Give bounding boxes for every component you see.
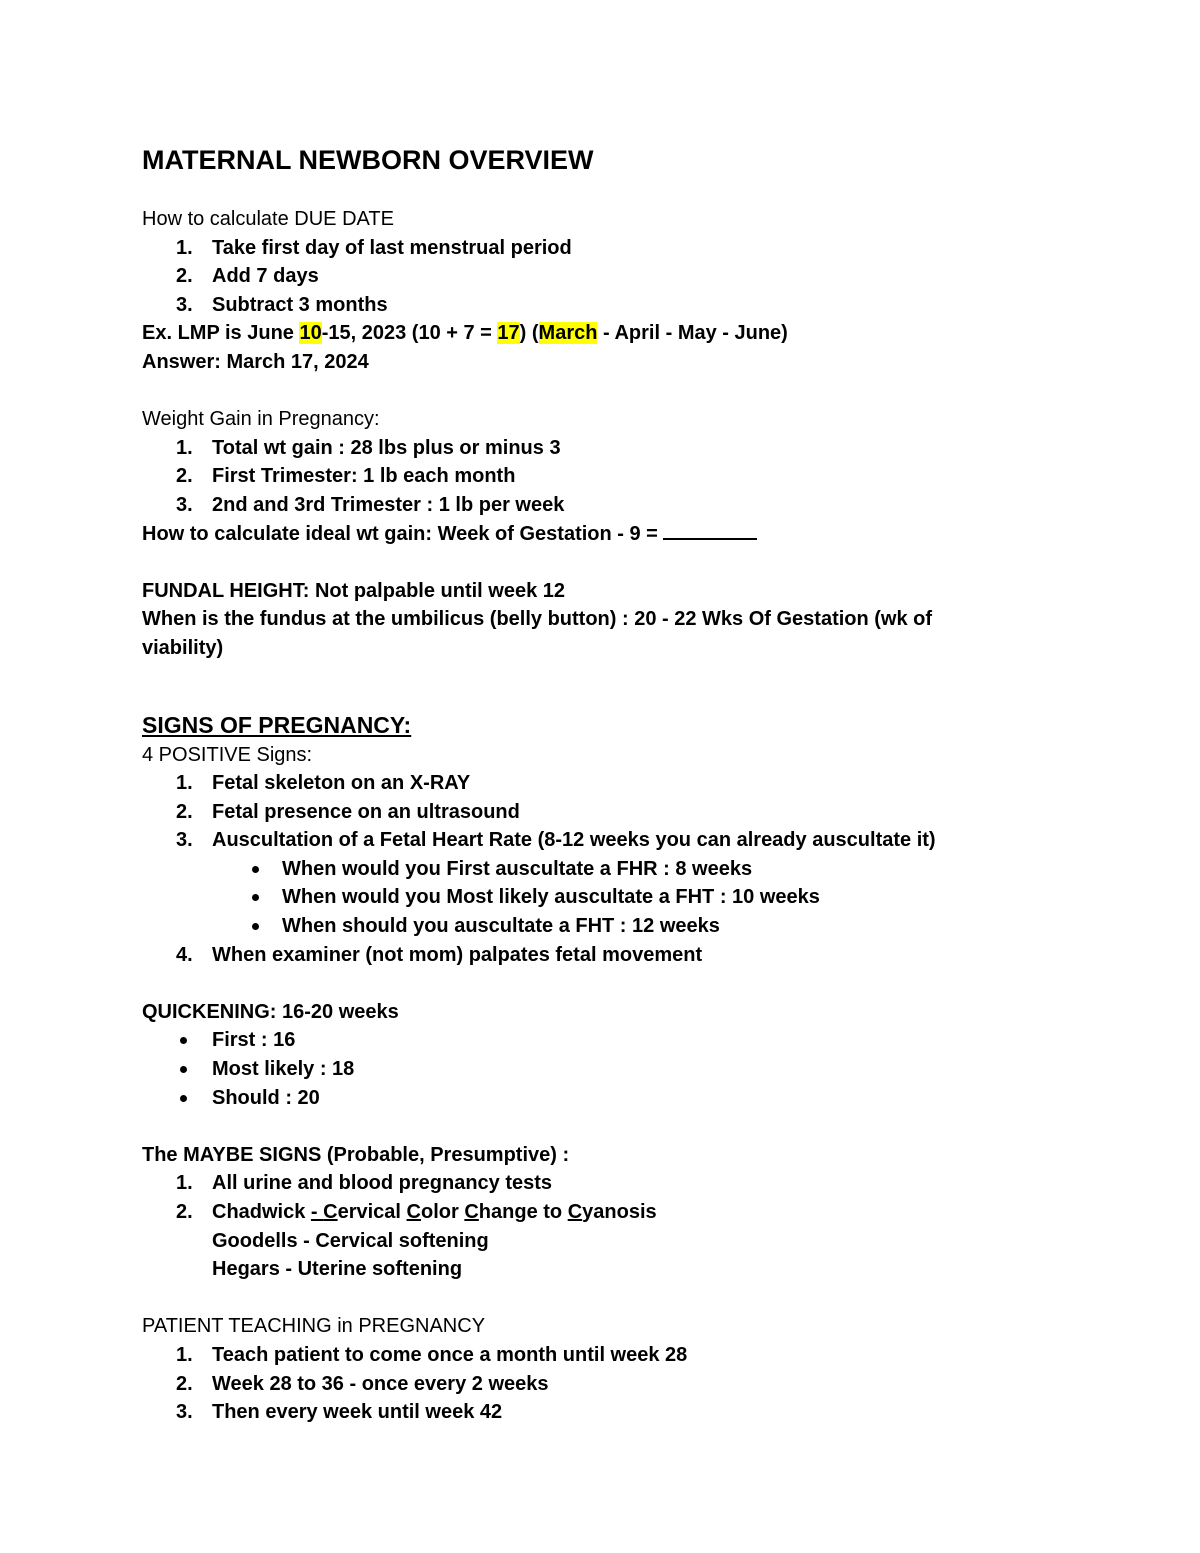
bullet-icon (180, 1037, 187, 1044)
list-item: 2. Chadwick - Cervical Color Change to Cyanosis (176, 1201, 657, 1223)
bullet-icon (252, 866, 259, 873)
list-item: 2. First Trimester: 1 lb each month (176, 465, 516, 488)
list-item: When should you auscultate a FHT : 12 weeks (142, 912, 1042, 941)
list-item: 3. Auscultation of a Fetal Heart Rate (8-12 weeks you can already auscultate it) (176, 829, 936, 852)
due-date-example: Ex. LMP is June 10-15, 2023 (10 + 7 = 17) (March - April - May - June) (142, 322, 788, 345)
quickening-heading: QUICKENING: 16-20 weeks (142, 1000, 399, 1023)
signs-heading: SIGNS OF PREGNANCY: (142, 711, 412, 738)
list-item: 1. Take first day of last menstrual period (176, 236, 572, 259)
quickening-list (142, 1026, 1042, 1112)
patient-teaching-heading: PATIENT TEACHING in PREGNANCY (142, 1315, 486, 1338)
due-date-heading: How to calculate DUE DATE (142, 208, 394, 230)
page-title: MATERNAL NEWBORN OVERVIEW (142, 145, 594, 175)
maybe-signs-heading: The MAYBE SIGNS (Probable, Presumptive) : (142, 1143, 570, 1166)
bullet-icon (252, 894, 259, 901)
list-item: When would you Most likely auscultate a FHT : 10 weeks (142, 883, 1042, 912)
positive-signs-heading: 4 POSITIVE Signs: (142, 743, 313, 766)
weight-gain-heading: Weight Gain in Pregnancy: (142, 408, 380, 431)
list-item: 3. Subtract 3 months (176, 293, 388, 316)
highlight: March (538, 322, 598, 345)
highlight: 10 (299, 322, 322, 345)
bullet-icon (252, 923, 259, 930)
due-date-steps (142, 234, 1042, 320)
positive-signs-list (142, 769, 1042, 969)
hegars-line: Hegars - Uterine softening (212, 1258, 463, 1281)
list-item: 1. All urine and blood pregnancy tests (176, 1172, 553, 1195)
maybe-signs-list (142, 1169, 1042, 1226)
patient-teaching-list (142, 1341, 1042, 1427)
list-item: When would you First auscultate a FHR : 8 weeks (142, 855, 1042, 884)
fundal-height-line: FUNDAL HEIGHT: Not palpable until week 12 (142, 579, 566, 602)
ideal-wt-gain-line: How to calculate ideal wt gain: Week of Gestation - 9 = (142, 520, 1042, 549)
list-item: First : 16 (142, 1026, 1042, 1055)
list-item: Most likely : 18 (142, 1055, 1042, 1084)
list-item: 2. Week 28 to 36 - once every 2 weeks (176, 1372, 549, 1395)
list-item: 3. Then every week until week 42 (176, 1401, 503, 1424)
fundus-umbilicus-line: When is the fundus at the umbilicus (belly button) : 20 - 22 Wks Of Gestation (wk of viability) (142, 608, 933, 659)
bullet-icon (180, 1066, 187, 1073)
list-item: 4. When examiner (not mom) palpates fetal movement (176, 943, 703, 966)
list-item: 1. Total wt gain : 28 lbs plus or minus 3 (176, 436, 561, 459)
list-item: 2. Fetal presence on an ultrasound (176, 800, 520, 823)
list-item: 3. 2nd and 3rd Trimester : 1 lb per week (176, 493, 565, 516)
list-item: Should : 20 (142, 1084, 1042, 1113)
goodells-line: Goodells - Cervical softening (212, 1229, 489, 1252)
due-date-answer: Answer: March 17, 2024 (142, 350, 369, 373)
weight-gain-list (142, 434, 1042, 520)
highlight: 17 (497, 322, 520, 345)
list-item: 1. Fetal skeleton on an X-RAY (176, 772, 471, 795)
document-content (142, 140, 1042, 1427)
answer-blank (663, 520, 757, 540)
list-item: 2. Add 7 days (176, 265, 319, 288)
bullet-icon (180, 1095, 187, 1102)
list-item: 1. Teach patient to come once a month until week 28 (176, 1343, 688, 1366)
